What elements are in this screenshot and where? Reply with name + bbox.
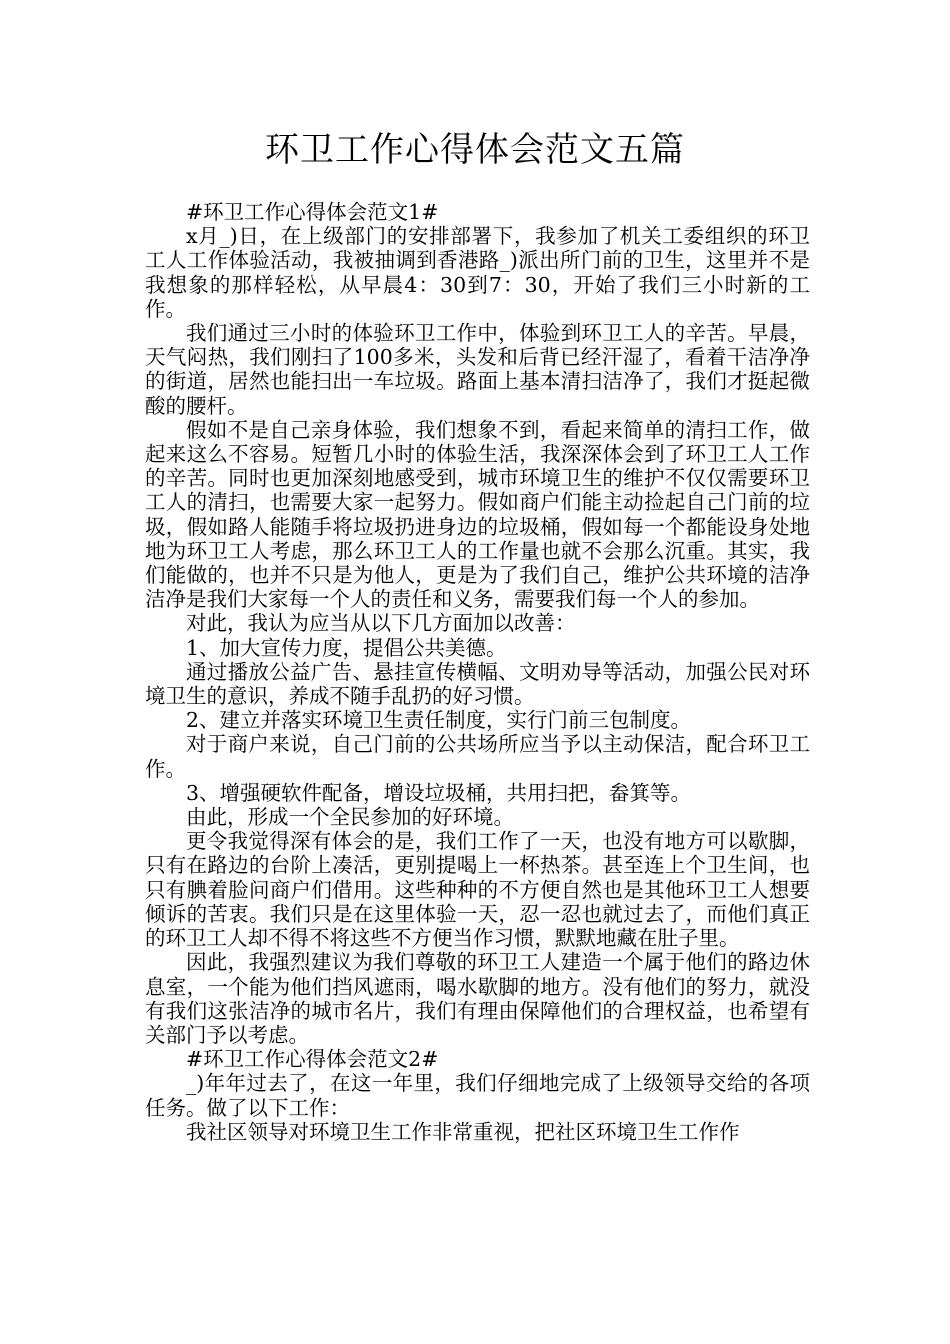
paragraph: 我社区领导对环境卫生工作非常重视，把社区环境卫生工作作 xyxy=(186,1119,740,1144)
paragraph: 由此，形成一个全民参加的好环境。 xyxy=(186,805,514,830)
list-item: 3、增强硬软件配备，增设垃圾桶，共用扫把，畚箕等。 xyxy=(186,780,692,805)
list-item: 2、建立并落实环境卫生责任制度，实行门前三包制度。 xyxy=(186,708,692,733)
paragraph: 对此，我认为应当从以下几方面加以改善： xyxy=(186,611,576,636)
document-body xyxy=(145,200,810,1144)
paragraph: 更令我觉得深有体会的是，我们工作了一天，也没有地方可以歇脚，只有在路边的台阶上凑活，更别提喝上一杯热茶。甚至连上个卫生间，也只有腆着脸问商户们借用。这些种种的不方便自然也是其他环卫工人想要倾诉的苦衷。我们只是在这里体验一天，忍一忍也就过去了，而他们真正的环卫工人却不得不将这些不方便当作习惯，默默地藏在肚子里。 xyxy=(145,829,810,951)
paragraph: 通过播放公益广告、悬挂宣传横幅、文明劝导等活动，加强公民对环境卫生的意识，养成不随手乱扔的好习惯。 xyxy=(145,659,810,709)
paragraph: 对于商户来说，自己门前的公共场所应当予以主动保洁，配合环卫工作。 xyxy=(145,732,810,781)
section-heading: #环卫工作心得体会范文1# xyxy=(186,200,439,224)
paragraph: 假如不是自己亲身体验，我们想象不到，看起来简单的清扫工作，做起来这么不容易。短暂几小时的体验生活，我深深体会到了环卫工人工作的辛苦。同时也更加深刻地感受到，城市环境卫生的维护不仅仅需要环卫工人的清扫，也需要大家一起努力。假如商户们能主动捡起自己门前的垃圾，假如路人能随手将垃圾扔进身边的垃圾桶，假如每一个都能设身处地地为环卫工人考虑，那么环卫工人的工作量也就不会那么沉重。其实，我们能做的，也并不只是为他人，更是为了我们自己，维护公共环境的洁净洁净是我们大家每一个人的责任和义务，需要我们每一个人的参加。 xyxy=(145,417,810,612)
paragraph: 我们通过三小时的体验环卫工作中，体验到环卫工人的辛苦。早晨，天气闷热，我们刚扫了100多米，头发和后背已经汗湿了，看着干洁净净的街道，居然也能扫出一车垃圾。路面上基本清扫洁净了，我们才挺起微酸的腰杆。 xyxy=(145,321,810,418)
paragraph: x月_)日，在上级部门的安排部署下，我参加了机关工委组织的环卫工人工作体验活动，我被抽调到香港路_)派出所门前的卫生，这里并不是我想象的那样轻松，从早晨4：30到7：30，开始了我们三小时新的工作。 xyxy=(145,224,810,321)
paragraph: 因此，我强烈建议为我们尊敬的环卫工人建造一个属于他们的路边休息室，一个能为他们挡风遮雨，喝水歇脚的地方。没有他们的努力，就没有我们这张洁净的城市名片，我们有理由保障他们的合理权益，也希望有关部门予以考虑。 xyxy=(145,950,810,1047)
document-title: 环卫工作心得体会范文五篇 xyxy=(265,130,685,170)
list-item: 1、加大宣传力度，提倡公共美德。 xyxy=(186,635,507,660)
paragraph: _)年年过去了，在这一年里，我们仔细地完成了上级领导交给的各项任务。做了以下工作： xyxy=(145,1071,810,1120)
section-heading: #环卫工作心得体会范文2# xyxy=(186,1047,439,1072)
